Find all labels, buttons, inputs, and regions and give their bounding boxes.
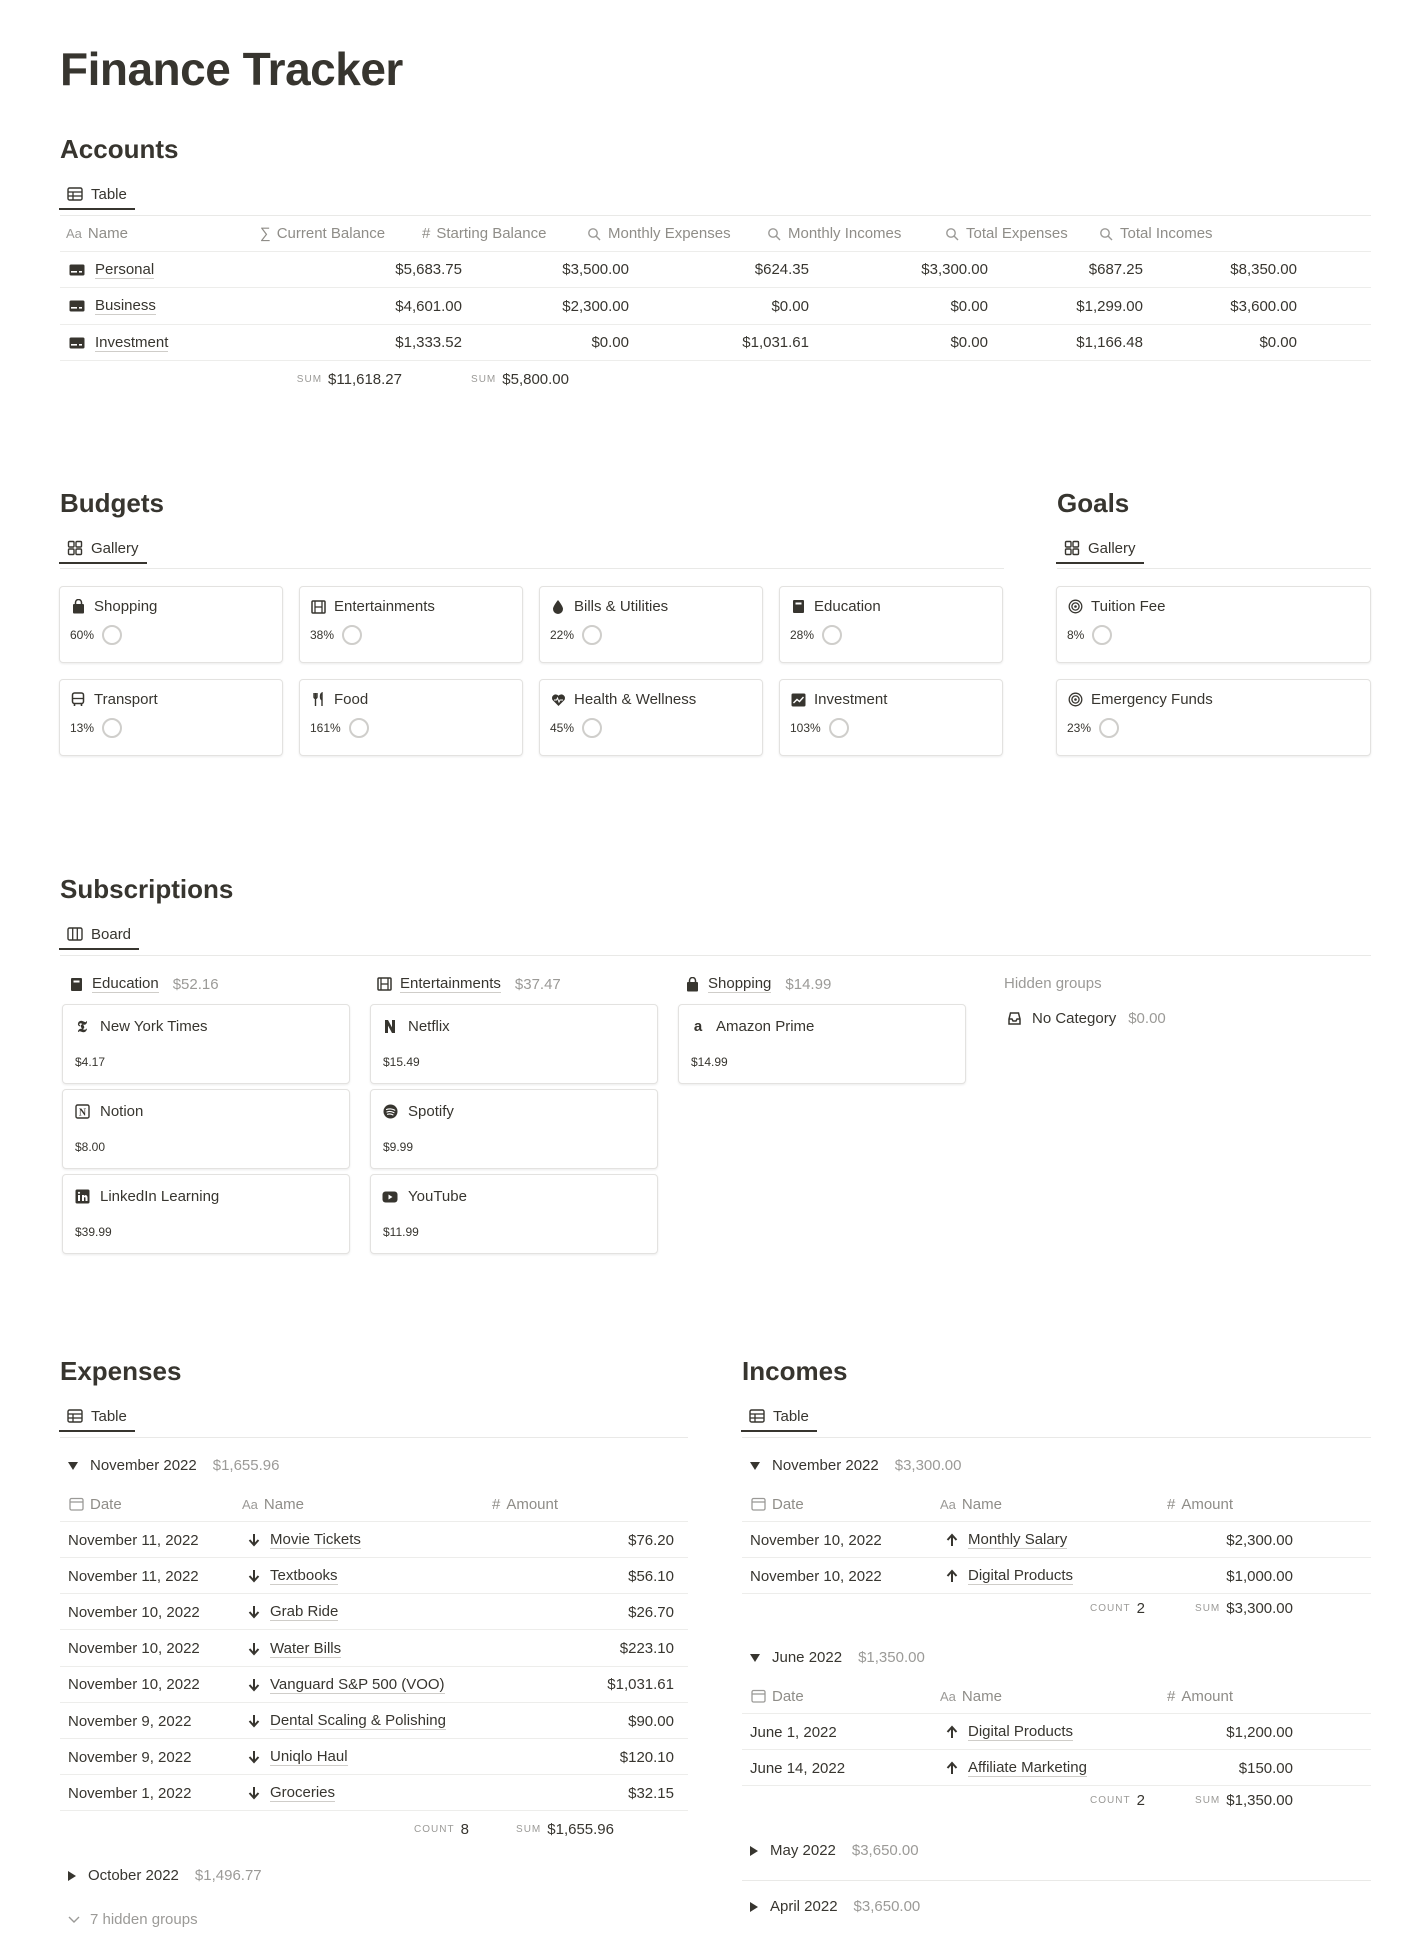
- date-cell[interactable]: November 1, 2022: [68, 1784, 192, 1802]
- budget-card[interactable]: Food 161%: [299, 679, 523, 756]
- date-cell[interactable]: June 14, 2022: [750, 1759, 846, 1777]
- sigma-icon: ∑: [260, 225, 271, 242]
- board-icon: [67, 926, 83, 942]
- total-expenses-cell[interactable]: $687.25: [1088, 261, 1143, 278]
- divider: [1057, 568, 1371, 569]
- table-header: [60, 216, 1371, 252]
- table-icon: [67, 1408, 83, 1424]
- subscription-card[interactable]: N Notion $8.00: [62, 1089, 350, 1169]
- hidden-groups-toggle[interactable]: 7 hidden groups: [66, 1911, 198, 1928]
- search-icon: [586, 226, 602, 242]
- amount-cell[interactable]: $2,300.00: [1226, 1531, 1293, 1549]
- name-cell[interactable]: Groceries: [246, 1775, 335, 1811]
- book-icon: [790, 599, 806, 615]
- arrow-down-icon: [246, 1785, 262, 1801]
- target-icon: [1067, 599, 1083, 615]
- table-row[interactable]: [742, 1522, 1371, 1558]
- arrow-down-icon: [246, 1604, 262, 1620]
- table-row[interactable]: [742, 1750, 1371, 1786]
- subscription-card[interactable]: Netflix $15.49: [370, 1004, 658, 1084]
- col-monthly-expenses[interactable]: Monthly Expenses: [586, 225, 731, 242]
- toggle-right-icon: [750, 1846, 758, 1856]
- table-header: [60, 1486, 688, 1522]
- hidden-group-no-category[interactable]: No Category $0.00: [1006, 1010, 1166, 1027]
- arrow-down-icon: [246, 1713, 262, 1729]
- name-cell[interactable]: Digital Products: [944, 1714, 1073, 1750]
- income-group-collapsed[interactable]: May 2022 $3,650.00: [750, 1842, 919, 1859]
- starting-balance-cell[interactable]: $2,300.00: [562, 297, 629, 315]
- calendar-icon: [750, 1688, 766, 1704]
- goals-view-tab[interactable]: [1056, 534, 1144, 564]
- budget-card[interactable]: Transport 13%: [59, 679, 283, 756]
- amazon-icon: a: [693, 1017, 703, 1035]
- search-icon: [766, 226, 782, 242]
- table-row[interactable]: [60, 289, 1371, 325]
- gallery-icon: [67, 540, 83, 556]
- search-icon: [1098, 226, 1114, 242]
- monthly-incomes-cell[interactable]: $0.00: [950, 297, 988, 315]
- group-october-2022[interactable]: October 2022 $1,496.77: [68, 1867, 262, 1884]
- toggle-right-icon: [68, 1871, 76, 1881]
- subscription-card[interactable]: YouTube $11.99: [370, 1174, 658, 1254]
- col-name[interactable]: Aa Name: [66, 225, 128, 242]
- monthly-incomes-cell[interactable]: $3,300.00: [921, 261, 988, 278]
- progress-ring: [342, 625, 362, 645]
- goals-title: Goals: [1057, 488, 1130, 518]
- income-group-collapsed[interactable]: April 2022 $3,650.00: [750, 1898, 920, 1915]
- arrow-down-icon: [246, 1641, 262, 1657]
- view-label: Board: [91, 925, 132, 943]
- table-row[interactable]: [742, 1558, 1371, 1594]
- budgets-view-tab[interactable]: [59, 534, 147, 564]
- date-cell[interactable]: November 10, 2022: [750, 1531, 882, 1549]
- notion-icon: [74, 1104, 90, 1120]
- page-title: Finance Tracker: [60, 43, 403, 95]
- col-amount[interactable]: # Amount: [492, 1495, 559, 1513]
- progress-ring: [349, 718, 369, 738]
- total-expenses-cell[interactable]: $1,166.48: [1076, 334, 1143, 351]
- calendar-icon: [750, 1496, 766, 1512]
- income-sum[interactable]: SUM $1,350.00: [1195, 1792, 1293, 1809]
- sum-starting-balance[interactable]: SUM $5,800.00: [471, 371, 569, 388]
- budget-card[interactable]: Shopping 60%: [59, 586, 283, 663]
- progress-ring: [102, 718, 122, 738]
- arrow-up-icon: [944, 1724, 960, 1740]
- linkedin-icon: [74, 1189, 90, 1205]
- date-cell[interactable]: November 10, 2022: [68, 1676, 200, 1694]
- expenses-count[interactable]: COUNT 8: [414, 1821, 469, 1838]
- incomes-view-tab[interactable]: [741, 1402, 817, 1432]
- income-group-header[interactable]: June 2022 $1,350.00: [750, 1649, 925, 1666]
- board-group-header[interactable]: Entertainments $37.47: [376, 975, 561, 993]
- amount-cell[interactable]: $223.10: [619, 1640, 674, 1658]
- name-cell[interactable]: Grab Ride: [246, 1594, 338, 1630]
- view-label: Gallery: [1088, 539, 1136, 557]
- table-icon: [749, 1408, 765, 1424]
- amount-cell[interactable]: $1,031.61: [607, 1676, 674, 1694]
- heart-icon: [550, 692, 566, 708]
- goal-card[interactable]: Tuition Fee 8%: [1056, 586, 1371, 663]
- subscriptions-title: Subscriptions: [60, 874, 234, 904]
- text-property-icon: Aa: [242, 1496, 258, 1512]
- monthly-expenses-cell[interactable]: $0.00: [771, 297, 809, 315]
- progress-ring: [1099, 718, 1119, 738]
- arrow-down-icon: [246, 1749, 262, 1765]
- budget-card[interactable]: Health & Wellness 45%: [539, 679, 763, 756]
- board-group-header[interactable]: Education $52.16: [68, 975, 219, 993]
- view-label: Gallery: [91, 539, 139, 557]
- income-count[interactable]: COUNT 2: [1090, 1600, 1145, 1617]
- accounts-title: Accounts: [60, 134, 179, 164]
- current-balance-cell[interactable]: $1,333.52: [395, 334, 462, 351]
- starting-balance-cell[interactable]: $0.00: [591, 334, 629, 351]
- toggle-down-icon: [750, 1654, 760, 1662]
- book-icon: [68, 976, 84, 992]
- name-cell[interactable]: Dental Scaling & Polishing: [246, 1703, 446, 1739]
- text-property-icon: Aa: [940, 1688, 956, 1704]
- col-total-incomes[interactable]: Total Incomes: [1098, 225, 1213, 242]
- amount-cell[interactable]: $1,000.00: [1226, 1567, 1293, 1585]
- account-name-cell[interactable]: Business: [69, 297, 156, 315]
- amount-cell[interactable]: $26.70: [628, 1603, 674, 1621]
- hash-icon: #: [1167, 1495, 1176, 1513]
- col-starting-balance[interactable]: # Starting Balance: [422, 225, 547, 242]
- arrow-down-icon: [246, 1532, 262, 1548]
- netflix-icon: [382, 1019, 398, 1035]
- progress-ring: [102, 625, 122, 645]
- table-row[interactable]: [60, 1631, 688, 1667]
- table-row[interactable]: [60, 1594, 688, 1630]
- col-date[interactable]: Date: [750, 1678, 804, 1714]
- current-balance-cell[interactable]: $4,601.00: [395, 297, 462, 315]
- arrow-down-icon: [246, 1677, 262, 1693]
- spotify-icon: [382, 1104, 398, 1120]
- card-icon: [69, 335, 85, 351]
- amount-cell[interactable]: $56.10: [628, 1567, 674, 1585]
- view-label: Table: [91, 185, 127, 203]
- account-name-cell[interactable]: Personal: [69, 261, 154, 279]
- progress-ring: [822, 625, 842, 645]
- starting-balance-cell[interactable]: $3,500.00: [562, 261, 629, 278]
- expenses-sum[interactable]: SUM $1,655.96: [516, 1821, 614, 1838]
- divider: [60, 568, 1004, 569]
- name-cell[interactable]: Monthly Salary: [944, 1522, 1067, 1558]
- toggle-right-icon: [750, 1902, 758, 1912]
- table-row[interactable]: [60, 1739, 688, 1775]
- divider: [60, 955, 1371, 956]
- amount-cell[interactable]: $150.00: [1238, 1759, 1293, 1777]
- table-row[interactable]: [60, 1558, 688, 1594]
- toggle-down-icon: [68, 1462, 78, 1470]
- hash-icon: #: [492, 1495, 501, 1513]
- current-balance-cell[interactable]: $5,683.75: [395, 261, 462, 278]
- film-icon: [310, 599, 326, 615]
- amount-cell[interactable]: $1,200.00: [1226, 1723, 1293, 1741]
- name-cell[interactable]: Vanguard S&P 500 (VOO): [246, 1667, 445, 1703]
- col-amount[interactable]: # Amount: [1167, 1687, 1234, 1705]
- subscriptions-view-tab[interactable]: [59, 920, 139, 950]
- arrow-down-icon: [246, 1568, 262, 1584]
- sum-current-balance[interactable]: SUM $11,618.27: [296, 371, 402, 388]
- table-row[interactable]: [60, 1667, 688, 1703]
- divider: [60, 1437, 688, 1438]
- card-icon: [69, 298, 85, 314]
- hidden-groups-label: Hidden groups: [1004, 975, 1102, 992]
- calendar-icon: [68, 1496, 84, 1512]
- budget-card[interactable]: Education 28%: [779, 586, 1003, 663]
- col-name[interactable]: Aa Name: [940, 1495, 1002, 1513]
- search-icon: [944, 226, 960, 242]
- chart-icon: [790, 692, 806, 708]
- nyt-icon: 𝕿: [77, 1016, 87, 1036]
- group-november-2022[interactable]: November 2022 $1,655.96: [68, 1457, 279, 1474]
- date-cell[interactable]: November 9, 2022: [68, 1748, 192, 1766]
- col-name[interactable]: Aa Name: [940, 1687, 1002, 1705]
- arrow-up-icon: [944, 1532, 960, 1548]
- incomes-title: Incomes: [742, 1356, 848, 1386]
- amount-cell[interactable]: $120.10: [619, 1748, 674, 1766]
- accounts-view-tab[interactable]: [59, 180, 135, 210]
- col-amount[interactable]: # Amount: [1167, 1495, 1234, 1513]
- total-incomes-cell[interactable]: $0.00: [1259, 334, 1297, 351]
- drop-icon: [550, 599, 566, 615]
- col-current-balance[interactable]: ∑ Current Balance: [260, 225, 386, 242]
- bag-icon: [70, 599, 86, 615]
- monthly-expenses-cell[interactable]: $1,031.61: [742, 334, 809, 351]
- col-name[interactable]: Aa Name: [242, 1495, 304, 1513]
- progress-ring: [1092, 625, 1112, 645]
- name-cell[interactable]: Water Bills: [246, 1631, 341, 1667]
- film-icon: [376, 976, 392, 992]
- inbox-icon: [1006, 1011, 1022, 1027]
- fork-knife-icon: [310, 692, 326, 708]
- amount-cell[interactable]: $32.15: [628, 1784, 674, 1802]
- progress-ring: [582, 625, 602, 645]
- subscription-card[interactable]: Spotify $9.99: [370, 1089, 658, 1169]
- table-header: [742, 1678, 1371, 1714]
- account-name-cell[interactable]: Investment: [69, 334, 168, 352]
- income-group-header[interactable]: November 2022 $3,300.00: [750, 1457, 961, 1474]
- table-row[interactable]: [60, 1775, 688, 1811]
- table-icon: [67, 186, 83, 202]
- svg-text:N: N: [78, 1107, 86, 1119]
- total-incomes-cell[interactable]: $3,600.00: [1230, 297, 1297, 315]
- col-monthly-incomes[interactable]: Monthly Incomes: [766, 225, 901, 242]
- board-group-header[interactable]: Shopping $14.99: [684, 975, 831, 993]
- progress-ring: [829, 718, 849, 738]
- name-cell[interactable]: Movie Tickets: [246, 1522, 361, 1558]
- table-row[interactable]: [60, 325, 1371, 361]
- total-incomes-cell[interactable]: $8,350.00: [1230, 261, 1297, 278]
- hash-icon: #: [422, 225, 431, 242]
- income-sum[interactable]: SUM $3,300.00: [1195, 1600, 1293, 1617]
- divider: [742, 1880, 1371, 1881]
- budgets-title: Budgets: [60, 488, 164, 518]
- budget-card[interactable]: Entertainments 38%: [299, 586, 523, 663]
- gallery-icon: [1064, 540, 1080, 556]
- table-row[interactable]: [742, 1714, 1371, 1750]
- table-row[interactable]: [60, 252, 1371, 288]
- arrow-up-icon: [944, 1568, 960, 1584]
- view-label: Table: [91, 1407, 127, 1425]
- progress-ring: [582, 718, 602, 738]
- date-cell[interactable]: November 10, 2022: [750, 1567, 882, 1585]
- name-cell[interactable]: Uniqlo Haul: [246, 1739, 348, 1775]
- expenses-view-tab[interactable]: [59, 1402, 135, 1432]
- target-icon: [1067, 692, 1083, 708]
- arrow-up-icon: [944, 1760, 960, 1776]
- subscription-card[interactable]: a Amazon Prime $14.99: [678, 1004, 966, 1084]
- col-date[interactable]: Date: [68, 1486, 122, 1522]
- date-cell[interactable]: June 1, 2022: [750, 1723, 837, 1741]
- budget-card[interactable]: Investment 103%: [779, 679, 1003, 756]
- date-cell[interactable]: November 10, 2022: [68, 1603, 200, 1621]
- budget-card[interactable]: Bills & Utilities 22%: [539, 586, 763, 663]
- monthly-incomes-cell[interactable]: $0.00: [950, 334, 988, 351]
- divider: [742, 1437, 1371, 1438]
- subscription-card[interactable]: 𝕿 New York Times $4.17: [62, 1004, 350, 1084]
- income-count[interactable]: COUNT 2: [1090, 1792, 1145, 1809]
- hash-icon: #: [1167, 1687, 1176, 1705]
- name-cell[interactable]: Digital Products: [944, 1558, 1073, 1594]
- card-icon: [69, 262, 85, 278]
- amount-cell[interactable]: $90.00: [628, 1712, 674, 1730]
- chevron-down-icon: [66, 1912, 82, 1928]
- table-row[interactable]: [60, 1703, 688, 1739]
- total-expenses-cell[interactable]: $1,299.00: [1076, 297, 1143, 315]
- table-row[interactable]: [60, 1522, 688, 1558]
- view-label: Table: [773, 1407, 809, 1425]
- toggle-down-icon: [750, 1462, 760, 1470]
- monthly-expenses-cell[interactable]: $624.35: [754, 261, 809, 278]
- name-cell[interactable]: Affiliate Marketing: [944, 1750, 1087, 1786]
- table-header: [742, 1486, 1371, 1522]
- name-cell[interactable]: Textbooks: [246, 1558, 338, 1594]
- amount-cell[interactable]: $76.20: [628, 1531, 674, 1549]
- expenses-title: Expenses: [60, 1356, 182, 1386]
- col-date[interactable]: Date: [750, 1486, 804, 1522]
- col-total-expenses[interactable]: Total Expenses: [944, 225, 1068, 242]
- date-cell[interactable]: November 11, 2022: [68, 1531, 199, 1549]
- text-property-icon: Aa: [940, 1496, 956, 1512]
- youtube-icon: [382, 1189, 398, 1205]
- bus-icon: [70, 692, 86, 708]
- date-cell[interactable]: November 11, 2022: [68, 1567, 199, 1585]
- date-cell[interactable]: November 9, 2022: [68, 1712, 192, 1730]
- bag-icon: [684, 976, 700, 992]
- date-cell[interactable]: November 10, 2022: [68, 1640, 200, 1658]
- subscription-card[interactable]: LinkedIn Learning $39.99: [62, 1174, 350, 1254]
- text-property-icon: Aa: [66, 226, 82, 241]
- goal-card[interactable]: Emergency Funds 23%: [1056, 679, 1371, 756]
